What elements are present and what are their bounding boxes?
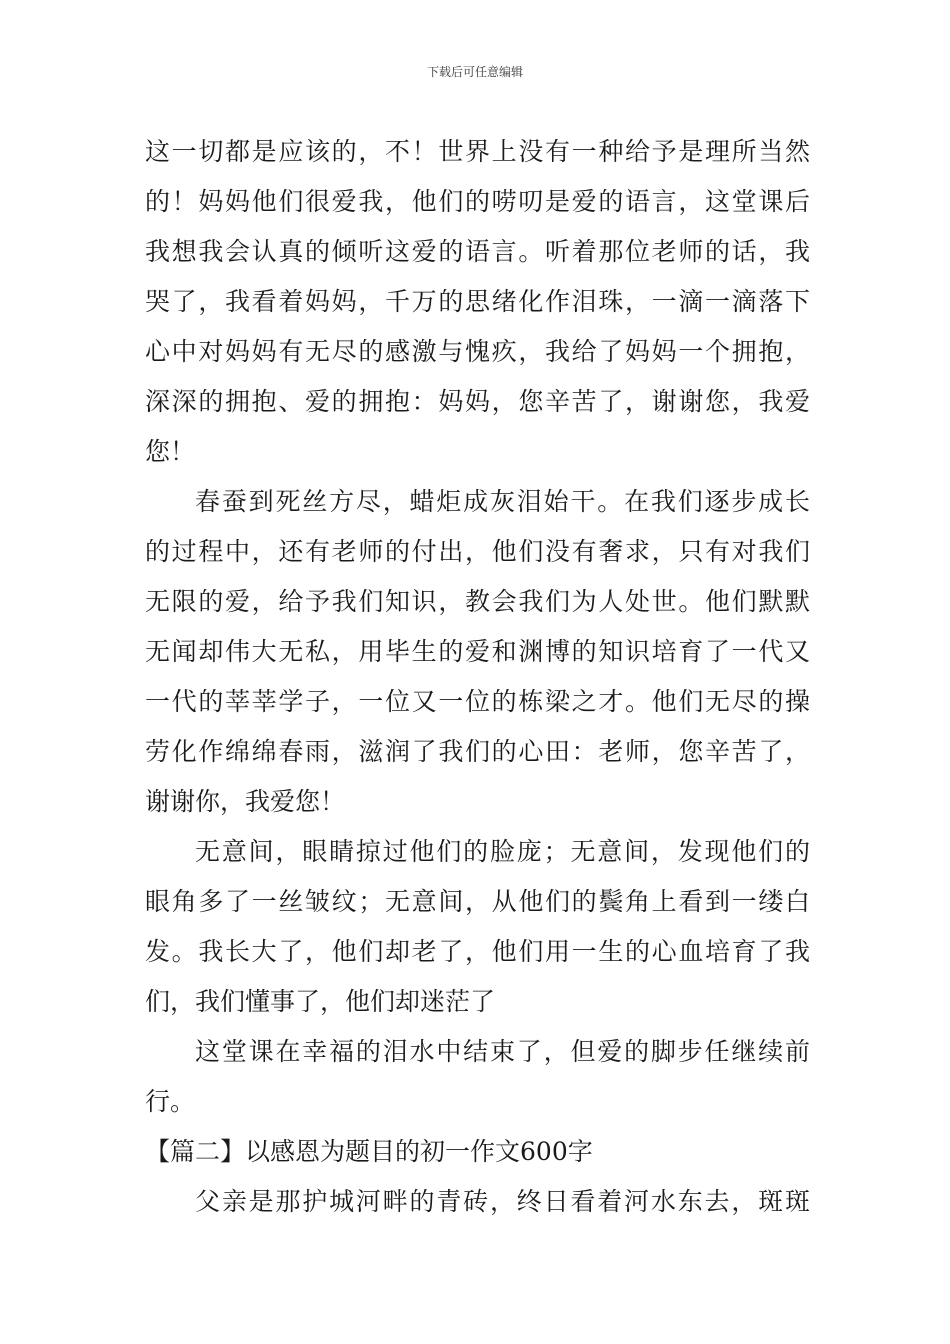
- text-line: 劳化作绵绵春雨，滋润了我们的心田：老师，您辛苦了，: [145, 737, 810, 766]
- text-line: 们，我们懂事了，他们却迷茫了: [145, 987, 496, 1016]
- text-line: 发。我长大了，他们却老了，他们用一生的心血培育了我: [145, 937, 810, 966]
- text-line: 的过程中，还有老师的付出，他们没有奢求，只有对我们: [145, 537, 810, 566]
- text-line: 无意间，眼睛掠过他们的脸庞；无意间，发现他们的: [195, 837, 810, 866]
- paragraph-4: [145, 1027, 810, 1127]
- text-line: 行。: [145, 1087, 196, 1116]
- paragraph-2: [145, 477, 810, 827]
- text-line: 的！妈妈他们很爱我，他们的唠叨是爱的语言，这堂课后: [145, 187, 810, 216]
- text-line: 眼角多了一丝皱纹；无意间，从他们的鬓角上看到一缕白: [145, 887, 810, 916]
- text-line: 一代的莘莘学子，一位又一位的栋梁之才。他们无尽的操: [145, 687, 810, 716]
- text-line: 无限的爱，给予我们知识，教会我们为人处世。他们默默: [145, 587, 810, 616]
- paragraph-3: [145, 827, 810, 1027]
- text-line: 这一切都是应该的，不！世界上没有一种给予是理所当然: [145, 137, 810, 166]
- paragraph-1: [145, 127, 810, 477]
- text-line: 春蚕到死丝方尽，蜡炬成灰泪始干。在我们逐步成长: [195, 487, 810, 516]
- text-line: 心中对妈妈有无尽的感激与愧疚，我给了妈妈一个拥抱，: [145, 337, 810, 366]
- section-heading: 【篇二】以感恩为题目的初一作文600字: [145, 1137, 593, 1166]
- text-line: 父亲是那护城河畔的青砖，终日看着河水东去，斑斑: [195, 1187, 810, 1216]
- document-body: [145, 127, 810, 1227]
- text-line: 谢谢你，我爱您！: [145, 787, 346, 816]
- text-line: 这堂课在幸福的泪水中结束了，但爱的脚步任继续前: [195, 1037, 810, 1066]
- text-line: 深深的拥抱、爱的拥抱：妈妈，您辛苦了，谢谢您，我爱: [145, 387, 810, 416]
- text-line: 您！: [145, 437, 196, 466]
- text-line: 哭了，我看着妈妈，千万的思绪化作泪珠，一滴一滴落下: [145, 287, 810, 316]
- page-header: 下载后可任意编辑: [426, 65, 523, 79]
- text-line: 我想我会认真的倾听这爱的语言。听着那位老师的话，我: [145, 237, 810, 266]
- text-line: 无闻却伟大无私，用毕生的爱和渊博的知识培育了一代又: [145, 637, 810, 666]
